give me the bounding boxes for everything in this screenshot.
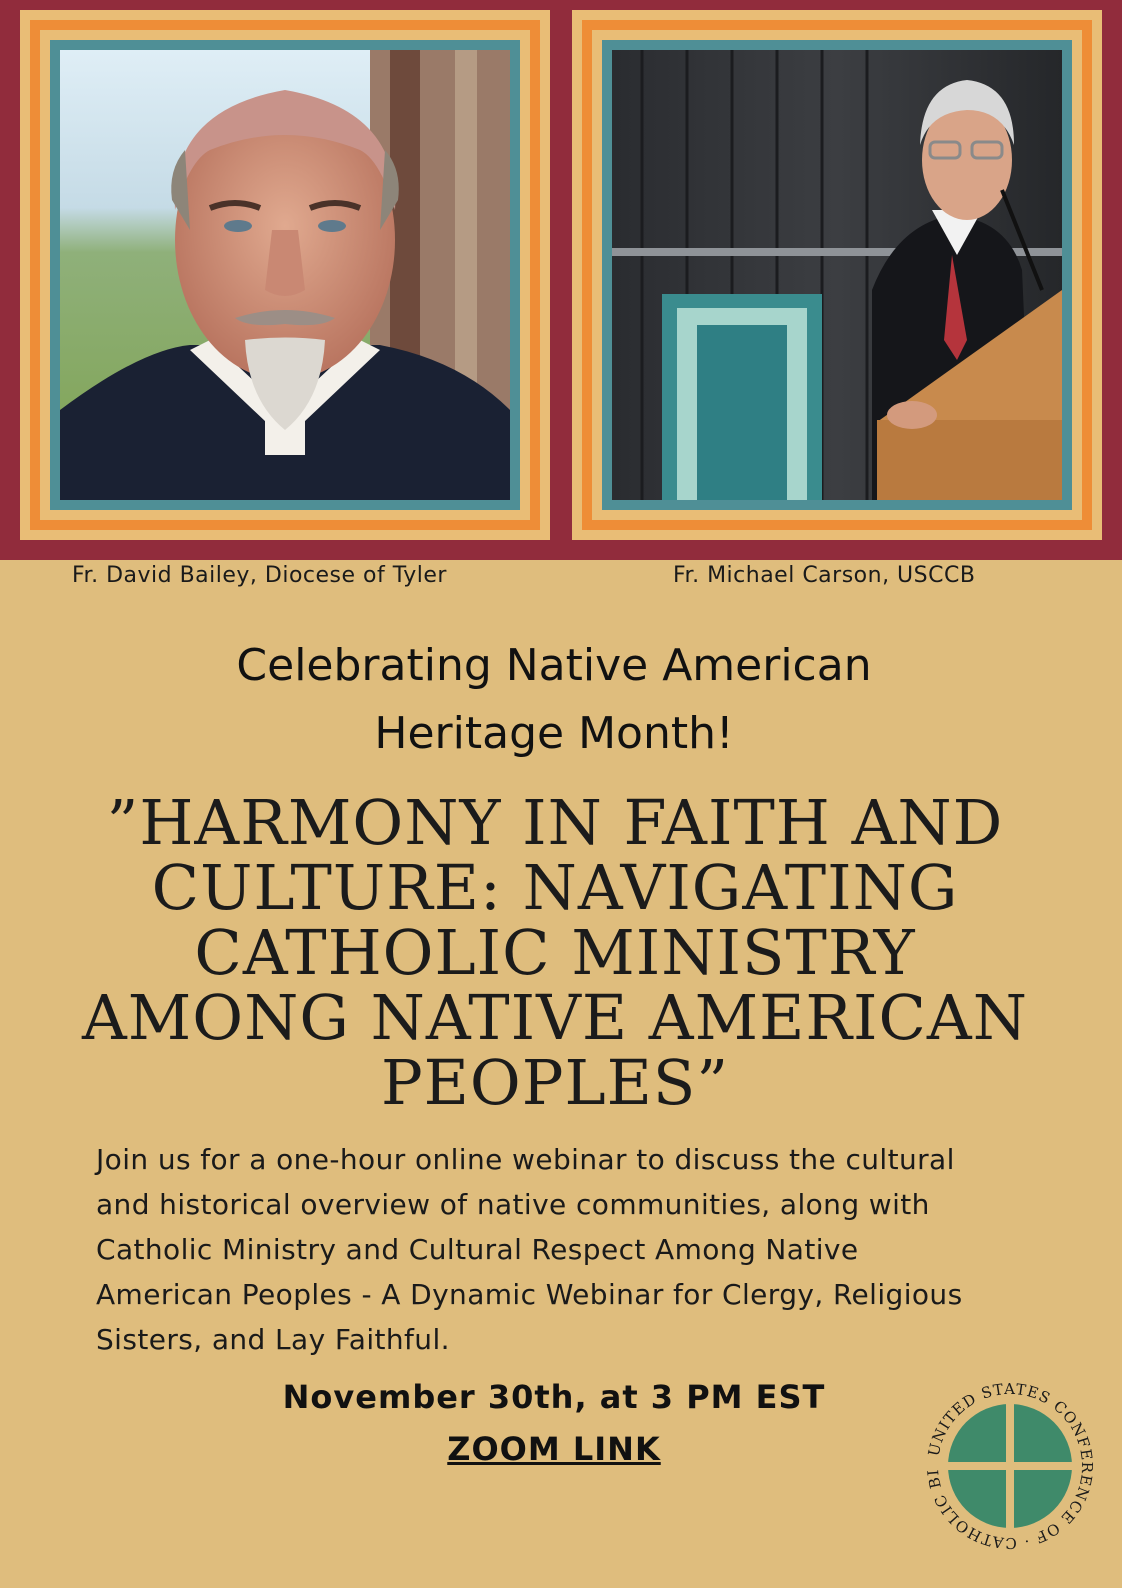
speaker-photo-michael-carson — [612, 50, 1062, 500]
event-date-time: November 30th, at 3 PM EST — [282, 1378, 826, 1416]
speaker-photo-david-bailey — [60, 50, 510, 500]
speaker-caption-right: Fr. Michael Carson, USCCB — [673, 563, 976, 588]
speaker-photo-frame-left — [20, 10, 550, 540]
webinar-description: Join us for a one-hour online webinar to discuss the cultural and historical overview of native communities, along with Catholic Ministry and Cultural Respect Among Native American Peoples - A Dynamic Webinar for Clergy, Religious Sisters, and Lay Faithful. — [96, 1143, 963, 1356]
speaker-photo-frame-right — [572, 10, 1102, 540]
photo-banner — [0, 0, 1122, 560]
svg-text:UNITED STATES CONFERENCE OF ·: UNITED STATES CONFERENCE OF · CATHOLIC BI — [924, 1379, 1097, 1553]
subheading-line-2: Heritage Month! — [374, 708, 734, 759]
speaker-caption-left: Fr. David Bailey, Diocese of Tyler — [72, 563, 447, 588]
webinar-title: ”HARMONY IN FAITH AND CULTURE: NAVIGATING CATHOLIC MINISTRY AMONG NATIVE AMERICAN PEOPLES” — [82, 786, 1028, 1119]
zoom-link[interactable]: ZOOM LINK — [447, 1430, 661, 1468]
usccb-seal-logo — [920, 1376, 1100, 1556]
subheading-line-1: Celebrating Native American — [236, 640, 872, 691]
